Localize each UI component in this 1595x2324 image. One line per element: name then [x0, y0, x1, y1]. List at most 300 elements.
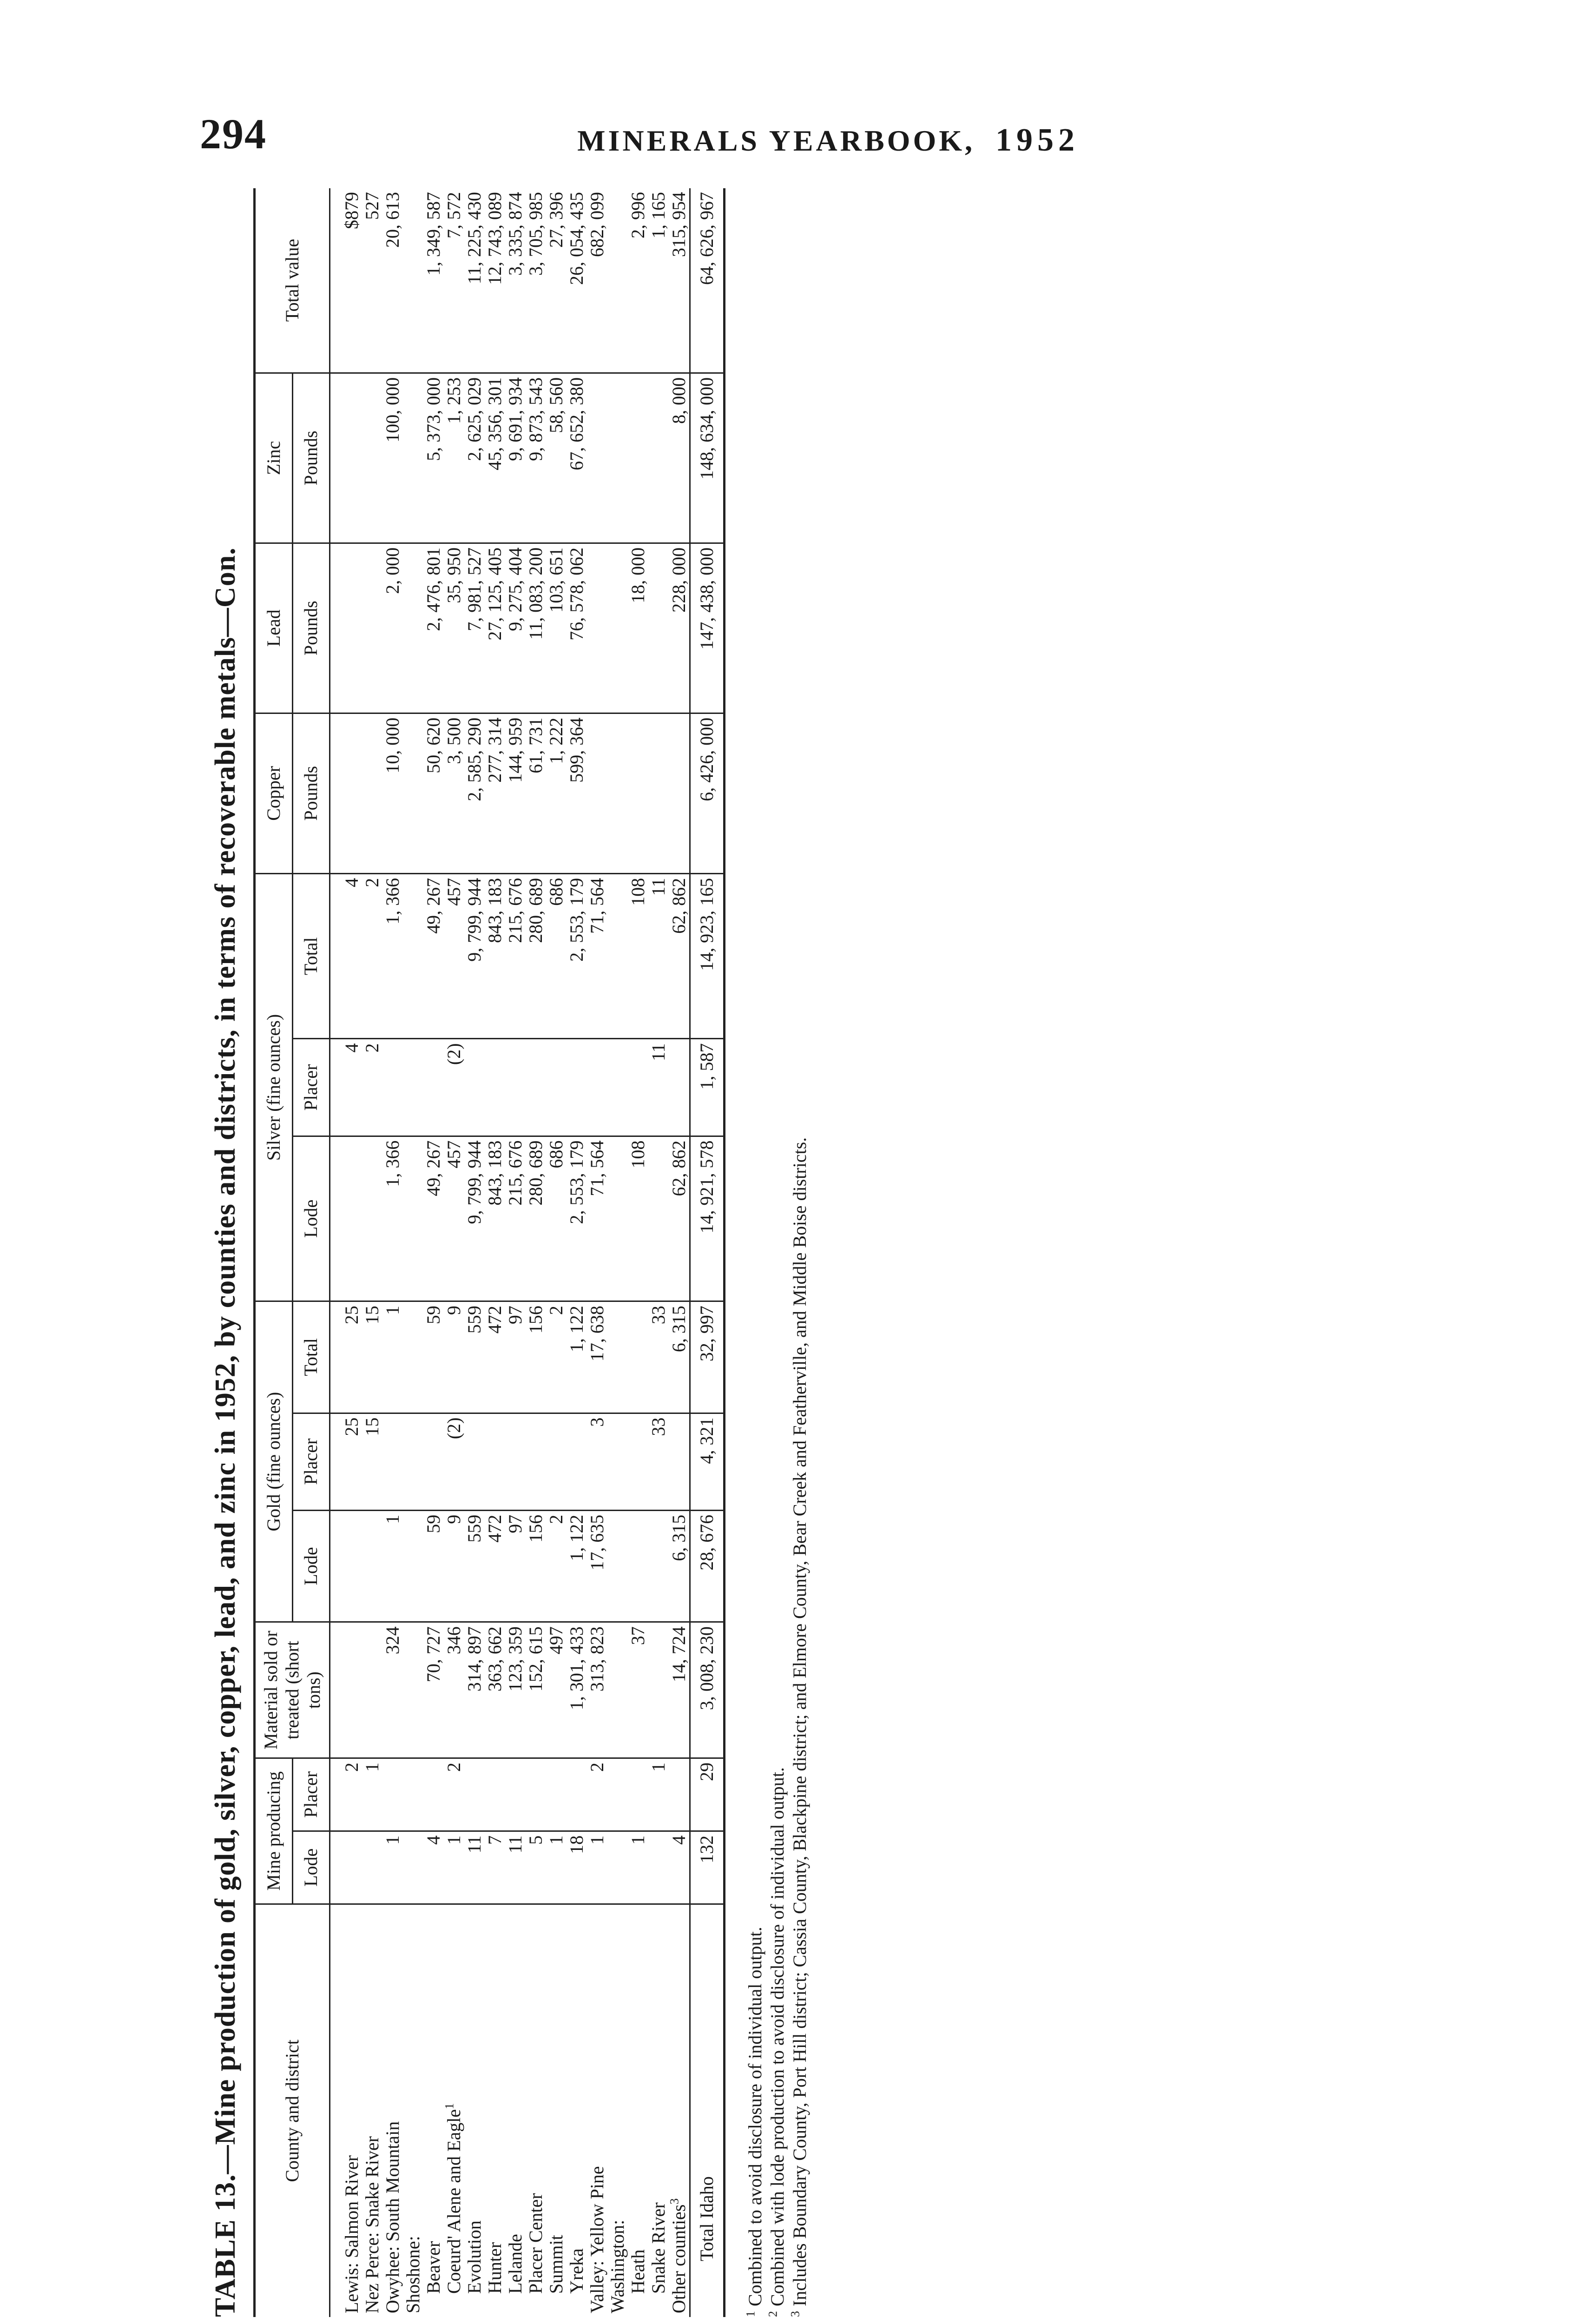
- row-name-label: Snake River: [648, 2202, 669, 2294]
- header-zinc: Zinc: [255, 373, 293, 543]
- cell-material: [342, 1622, 362, 1758]
- cell-copper: 50, 620: [423, 713, 444, 873]
- row-name-label: Hunter: [484, 2242, 505, 2294]
- cell-gold-total: 559: [464, 1301, 485, 1413]
- cell-gold-total: 6, 315: [669, 1301, 690, 1413]
- cell-silver-placer: [546, 1039, 567, 1136]
- cell-gold-placer: [464, 1413, 485, 1510]
- cell-material: 324: [382, 1622, 403, 1758]
- running-head-title: MINERALS YEARBOOK,: [577, 124, 975, 157]
- cell-zinc: 2, 625, 029: [464, 373, 485, 543]
- cell-copper: 277, 314: [485, 713, 505, 873]
- cell-copper: 2, 585, 290: [464, 713, 485, 873]
- cell-silver-lode: [342, 1136, 362, 1301]
- cell-copper: 3, 500: [444, 713, 464, 873]
- cell-silver-total: 1, 366: [382, 873, 403, 1039]
- cell-material: 497: [546, 1622, 567, 1758]
- cell-zinc: [607, 373, 628, 543]
- header-lead: Lead: [255, 543, 293, 713]
- table-row: [403, 188, 423, 2317]
- cell-silver-total: 9, 799, 944: [464, 873, 485, 1039]
- cell-lode-mines: 4: [669, 1831, 690, 1904]
- cell-value: 2, 996: [628, 188, 648, 373]
- table-body: [330, 188, 725, 2317]
- cell-gold-total: 33: [648, 1301, 669, 1413]
- cell-silver-placer: [607, 1039, 628, 1136]
- row-name-label: Heath: [627, 2249, 648, 2294]
- header-material: Material sold or treated (short tons): [255, 1622, 330, 1758]
- cell-material: [403, 1622, 423, 1758]
- cell-gold-lode: 559: [464, 1510, 485, 1622]
- cell-lead: 9, 275, 404: [505, 543, 526, 713]
- cell-lode-mines: 5: [526, 1831, 546, 1904]
- cell-gold-total: 1: [382, 1301, 403, 1413]
- cell-lead: 147, 438, 000: [690, 543, 725, 713]
- cell-silver-total: 4: [342, 873, 362, 1039]
- cell-lead: 2, 476, 801: [423, 543, 444, 713]
- cell-silver-placer: [669, 1039, 690, 1136]
- cell-lead: 7, 981, 527: [464, 543, 485, 713]
- cell-material: 1, 301, 433: [567, 1622, 587, 1758]
- cell-gold-placer: [669, 1413, 690, 1510]
- cell-value: 1, 165: [648, 188, 669, 373]
- cell-silver-lode: 14, 921, 578: [690, 1136, 725, 1301]
- cell-value: 527: [362, 188, 382, 373]
- cell-gold-placer: [423, 1413, 444, 1510]
- cell-gold-lode: 9: [444, 1510, 464, 1622]
- cell-placer-mines: [628, 1758, 648, 1831]
- row-name-label: Nez Perce: Snake River: [362, 2136, 382, 2313]
- cell-silver-placer: 2: [362, 1039, 382, 1136]
- cell-gold-placer: [607, 1413, 628, 1510]
- header-zinc-pounds: Pounds: [292, 373, 330, 543]
- cell-material: [362, 1622, 382, 1758]
- cell-placer-mines: [546, 1758, 567, 1831]
- cell-placer-mines: [567, 1758, 587, 1831]
- cell-gold-total: 9: [444, 1301, 464, 1413]
- table-row: [342, 188, 362, 2317]
- row-name: [403, 1904, 423, 2317]
- cell-lode-mines: 1: [382, 1831, 403, 1904]
- row-name: [669, 1904, 690, 2317]
- row-name: [382, 1904, 403, 2317]
- footnote: [789, 188, 811, 2317]
- row-name: [342, 1904, 362, 2317]
- cell-gold-lode: [362, 1510, 382, 1622]
- footnote-text: Combined with lode production to avoid disclosure of individual output.: [767, 1767, 788, 2306]
- header-mines-lode: Lode: [292, 1831, 330, 1904]
- cell-silver-lode: 108: [628, 1136, 648, 1301]
- cell-silver-placer: [464, 1039, 485, 1136]
- cell-zinc: [648, 373, 669, 543]
- table-title: TABLE 13.—Mine production of gold, silver, copper, lead, and zinc in 1952, by counties and districts, in terms of recoverable metals—Con.: [210, 547, 241, 2317]
- cell-value: 3, 705, 985: [526, 188, 546, 373]
- cell-value: 26, 054, 435: [567, 188, 587, 373]
- header-copper-pounds: Pounds: [292, 713, 330, 873]
- cell-zinc: 1, 253: [444, 373, 464, 543]
- cell-silver-total: 457: [444, 873, 464, 1039]
- footnotes: [744, 188, 811, 2317]
- cell-lode-mines: 4: [423, 1831, 444, 1904]
- cell-zinc: [362, 373, 382, 543]
- cell-lead: [403, 543, 423, 713]
- table-row: [607, 188, 628, 2317]
- cell-zinc: [403, 373, 423, 543]
- cell-silver-total: 2, 553, 179: [567, 873, 587, 1039]
- cell-gold-total: [607, 1301, 628, 1413]
- cell-lead: 228, 000: [669, 543, 690, 713]
- cell-gold-total: 2: [546, 1301, 567, 1413]
- row-name: [464, 1904, 485, 2317]
- cell-material: 14, 724: [669, 1622, 690, 1758]
- cell-gold-total: 25: [342, 1301, 362, 1413]
- row-name: [444, 1904, 464, 2317]
- cell-lead: 2, 000: [382, 543, 403, 713]
- cell-material: 37: [628, 1622, 648, 1758]
- cell-silver-placer: (2): [444, 1039, 464, 1136]
- cell-gold-lode: 97: [505, 1510, 526, 1622]
- cell-lead: [648, 543, 669, 713]
- cell-material: 152, 615: [526, 1622, 546, 1758]
- row-name: [362, 1904, 382, 2317]
- cell-placer-mines: [382, 1758, 403, 1831]
- cell-silver-placer: [505, 1039, 526, 1136]
- cell-silver-total: 71, 564: [587, 873, 607, 1039]
- cell-lead: [342, 543, 362, 713]
- footnote-mark: 2: [766, 2311, 780, 2317]
- row-name-label: Yreka: [566, 2248, 587, 2294]
- cell-placer-mines: [505, 1758, 526, 1831]
- cell-lead: 35, 950: [444, 543, 464, 713]
- cell-gold-lode: [342, 1510, 362, 1622]
- total-row: [690, 188, 725, 2317]
- cell-silver-lode: 280, 689: [526, 1136, 546, 1301]
- cell-gold-lode: 59: [423, 1510, 444, 1622]
- cell-value: 682, 099: [587, 188, 607, 373]
- cell-value: 20, 613: [382, 188, 403, 373]
- cell-silver-total: 686: [546, 873, 567, 1039]
- cell-value: 1, 349, 587: [423, 188, 444, 373]
- cell-silver-total: 11: [648, 873, 669, 1039]
- cell-copper: [607, 713, 628, 873]
- footnote: [744, 188, 766, 2317]
- cell-gold-lode: [607, 1510, 628, 1622]
- cell-gold-total: 97: [505, 1301, 526, 1413]
- cell-placer-mines: 1: [362, 1758, 382, 1831]
- cell-copper: [587, 713, 607, 873]
- row-name-label: Coeurd' Alene and Eagle: [443, 2109, 464, 2294]
- footnote-mark: 1: [744, 2311, 758, 2317]
- cell-copper: 10, 000: [382, 713, 403, 873]
- table-row: [567, 188, 587, 2317]
- row-name: [526, 1904, 546, 2317]
- cell-lead: [607, 543, 628, 713]
- cell-zinc: [587, 373, 607, 543]
- cell-gold-total: [628, 1301, 648, 1413]
- cell-placer-mines: [403, 1758, 423, 1831]
- table-row: [505, 188, 526, 2317]
- header-gold-total: Total: [292, 1301, 330, 1413]
- cell-value: 11, 225, 430: [464, 188, 485, 373]
- row-name-label: Washington:: [607, 2219, 628, 2313]
- production-table: [253, 188, 725, 2317]
- header-silver-total: Total: [292, 873, 330, 1039]
- cell-silver-placer: [403, 1039, 423, 1136]
- cell-zinc: 67, 652, 380: [567, 373, 587, 543]
- header-mines: Mine producing: [255, 1758, 293, 1904]
- cell-gold-lode: 1, 122: [567, 1510, 587, 1622]
- table-row: [628, 188, 648, 2317]
- cell-silver-lode: 686: [546, 1136, 567, 1301]
- cell-material: [648, 1622, 669, 1758]
- cell-zinc: 100, 000: [382, 373, 403, 543]
- cell-lode-mines: 11: [464, 1831, 485, 1904]
- cell-copper: [342, 713, 362, 873]
- cell-value: 27, 396: [546, 188, 567, 373]
- table-row: [464, 188, 485, 2317]
- cell-silver-placer: 11: [648, 1039, 669, 1136]
- cell-silver-total: 62, 862: [669, 873, 690, 1039]
- cell-silver-total: 108: [628, 873, 648, 1039]
- row-name-label: Total Idaho: [696, 2176, 717, 2261]
- footnote-mark: 3: [788, 2311, 802, 2317]
- cell-copper: 1, 222: [546, 713, 567, 873]
- cell-gold-total: 32, 997: [690, 1301, 725, 1413]
- cell-zinc: 45, 356, 301: [485, 373, 505, 543]
- cell-material: 363, 662: [485, 1622, 505, 1758]
- cell-gold-total: 1, 122: [567, 1301, 587, 1413]
- row-name: [505, 1904, 526, 2317]
- cell-gold-lode: [648, 1510, 669, 1622]
- cell-placer-mines: 2: [444, 1758, 464, 1831]
- header-gold-lode: Lode: [292, 1510, 330, 1622]
- running-head: [577, 122, 1079, 159]
- cell-material: 346: [444, 1622, 464, 1758]
- cell-lead: [587, 543, 607, 713]
- cell-gold-placer: [505, 1413, 526, 1510]
- row-name: [648, 1904, 669, 2317]
- cell-copper: [403, 713, 423, 873]
- cell-zinc: 9, 873, 543: [526, 373, 546, 543]
- cell-copper: 599, 364: [567, 713, 587, 873]
- cell-silver-placer: [423, 1039, 444, 1136]
- row-name-label: Beaver: [423, 2241, 444, 2294]
- header-gold-placer: Placer: [292, 1413, 330, 1510]
- cell-silver-total: 49, 267: [423, 873, 444, 1039]
- cell-value: 64, 626, 967: [690, 188, 725, 373]
- cell-copper: [628, 713, 648, 873]
- table-row: [423, 188, 444, 2317]
- cell-silver-lode: 215, 676: [505, 1136, 526, 1301]
- cell-copper: 144, 959: [505, 713, 526, 873]
- cell-value: 12, 743, 089: [485, 188, 505, 373]
- cell-lode-mines: 18: [567, 1831, 587, 1904]
- cell-lode-mines: 1: [444, 1831, 464, 1904]
- row-name: [628, 1904, 648, 2317]
- header-lead-pounds: Pounds: [292, 543, 330, 713]
- cell-lead: [362, 543, 382, 713]
- cell-value: 7, 572: [444, 188, 464, 373]
- table-row: [362, 188, 382, 2317]
- cell-lead: 18, 000: [628, 543, 648, 713]
- cell-lode-mines: 1: [546, 1831, 567, 1904]
- header-county: County and district: [255, 1904, 330, 2317]
- header-silver: Silver (fine ounces): [255, 873, 293, 1301]
- cell-value: $879: [342, 188, 362, 373]
- cell-value: [607, 188, 628, 373]
- cell-placer-mines: 29: [690, 1758, 725, 1831]
- cell-placer-mines: 1: [648, 1758, 669, 1831]
- cell-silver-lode: [648, 1136, 669, 1301]
- cell-gold-placer: [628, 1413, 648, 1510]
- cell-copper: [669, 713, 690, 873]
- cell-silver-total: [607, 873, 628, 1039]
- cell-gold-lode: 472: [485, 1510, 505, 1622]
- cell-silver-lode: [607, 1136, 628, 1301]
- cell-zinc: 148, 634, 000: [690, 373, 725, 543]
- cell-placer-mines: [669, 1758, 690, 1831]
- cell-gold-total: 156: [526, 1301, 546, 1413]
- row-name-label: Lelande: [505, 2234, 526, 2294]
- cell-gold-lode: [403, 1510, 423, 1622]
- table-row: [444, 188, 464, 2317]
- cell-gold-placer: 33: [648, 1413, 669, 1510]
- cell-gold-lode: 1: [382, 1510, 403, 1622]
- page-number: 294: [200, 110, 267, 158]
- row-name-label: Evolution: [464, 2220, 485, 2294]
- cell-gold-lode: 17, 635: [587, 1510, 607, 1622]
- table-row: [526, 188, 546, 2317]
- cell-gold-placer: 25: [342, 1413, 362, 1510]
- header-mines-placer: Placer: [292, 1758, 330, 1831]
- footnote-marker: 3: [667, 2198, 681, 2205]
- cell-gold-total: 15: [362, 1301, 382, 1413]
- cell-silver-total: 14, 923, 165: [690, 873, 725, 1039]
- row-name: [567, 1904, 587, 2317]
- cell-lode-mines: 1: [587, 1831, 607, 1904]
- cell-zinc: [342, 373, 362, 543]
- row-name: [546, 1904, 567, 2317]
- table-row: [669, 188, 690, 2317]
- cell-copper: [362, 713, 382, 873]
- cell-gold-placer: 15: [362, 1413, 382, 1510]
- table-row: [546, 188, 567, 2317]
- cell-silver-lode: 71, 564: [587, 1136, 607, 1301]
- cell-lead: 103, 651: [546, 543, 567, 713]
- cell-gold-lode: 156: [526, 1510, 546, 1622]
- cell-lode-mines: [607, 1831, 628, 1904]
- row-name-label: Other counties: [668, 2204, 689, 2313]
- row-name: [485, 1904, 505, 2317]
- cell-value: [403, 188, 423, 373]
- cell-placer-mines: [464, 1758, 485, 1831]
- cell-zinc: [628, 373, 648, 543]
- cell-gold-placer: [546, 1413, 567, 1510]
- cell-placer-mines: [485, 1758, 505, 1831]
- cell-silver-placer: [587, 1039, 607, 1136]
- footnote-marker: 1: [442, 2103, 456, 2109]
- header-total-value: Total value: [255, 188, 330, 373]
- running-head-year: 1952: [995, 122, 1079, 158]
- spacer-row: [330, 188, 342, 2317]
- cell-silver-lode: 843, 183: [485, 1136, 505, 1301]
- cell-lead: 27, 125, 405: [485, 543, 505, 713]
- cell-value: 3, 335, 874: [505, 188, 526, 373]
- header-gold: Gold (fine ounces): [255, 1301, 293, 1622]
- cell-silver-total: 2: [362, 873, 382, 1039]
- cell-gold-lode: [628, 1510, 648, 1622]
- cell-material: 313, 823: [587, 1622, 607, 1758]
- cell-placer-mines: [526, 1758, 546, 1831]
- cell-material: 123, 359: [505, 1622, 526, 1758]
- cell-silver-lode: 9, 799, 944: [464, 1136, 485, 1301]
- cell-copper: 61, 731: [526, 713, 546, 873]
- table-row: [382, 188, 403, 2317]
- cell-placer-mines: 2: [342, 1758, 362, 1831]
- cell-silver-lode: 457: [444, 1136, 464, 1301]
- header-silver-placer: Placer: [292, 1039, 330, 1136]
- row-name-label: Shoshone:: [402, 2236, 423, 2313]
- cell-zinc: 58, 560: [546, 373, 567, 543]
- cell-lode-mines: [362, 1831, 382, 1904]
- cell-silver-total: [403, 873, 423, 1039]
- cell-placer-mines: 2: [587, 1758, 607, 1831]
- row-name-label: Lewis: Salmon River: [341, 2155, 362, 2313]
- cell-placer-mines: [423, 1758, 444, 1831]
- cell-zinc: 9, 691, 934: [505, 373, 526, 543]
- cell-material: 70, 727: [423, 1622, 444, 1758]
- cell-gold-total: [403, 1301, 423, 1413]
- table-row: [648, 188, 669, 2317]
- cell-material: [607, 1622, 628, 1758]
- cell-gold-placer: [526, 1413, 546, 1510]
- cell-gold-total: 17, 638: [587, 1301, 607, 1413]
- cell-silver-placer: [526, 1039, 546, 1136]
- footnote: [766, 188, 789, 2317]
- row-name: [423, 1904, 444, 2317]
- cell-lode-mines: [648, 1831, 669, 1904]
- cell-copper: [648, 713, 669, 873]
- cell-silver-total: 215, 676: [505, 873, 526, 1039]
- cell-gold-total: 472: [485, 1301, 505, 1413]
- cell-copper: 6, 426, 000: [690, 713, 725, 873]
- cell-gold-placer: (2): [444, 1413, 464, 1510]
- cell-gold-placer: [382, 1413, 403, 1510]
- cell-lead: 11, 083, 200: [526, 543, 546, 713]
- cell-gold-total: 59: [423, 1301, 444, 1413]
- cell-lode-mines: [342, 1831, 362, 1904]
- footnote-text: Includes Boundary County, Port Hill district; Cassia County, Blackpine district; and Elmore County, Bear Creek and Featherville, and Middle Boise districts.: [789, 1137, 810, 2306]
- cell-gold-placer: 4, 321: [690, 1413, 725, 1510]
- cell-material: 3, 008, 230: [690, 1622, 725, 1758]
- row-name: [607, 1904, 628, 2317]
- table-row: [485, 188, 505, 2317]
- cell-silver-lode: [403, 1136, 423, 1301]
- row-name: [587, 1904, 607, 2317]
- cell-silver-placer: [485, 1039, 505, 1136]
- header-silver-lode: Lode: [292, 1136, 330, 1301]
- cell-silver-placer: [628, 1039, 648, 1136]
- cell-placer-mines: [607, 1758, 628, 1831]
- cell-silver-total: 843, 183: [485, 873, 505, 1039]
- cell-lode-mines: 132: [690, 1831, 725, 1904]
- cell-lode-mines: 11: [505, 1831, 526, 1904]
- cell-silver-total: 280, 689: [526, 873, 546, 1039]
- cell-silver-lode: 49, 267: [423, 1136, 444, 1301]
- cell-silver-lode: 2, 553, 179: [567, 1136, 587, 1301]
- cell-lode-mines: 7: [485, 1831, 505, 1904]
- cell-silver-placer: 4: [342, 1039, 362, 1136]
